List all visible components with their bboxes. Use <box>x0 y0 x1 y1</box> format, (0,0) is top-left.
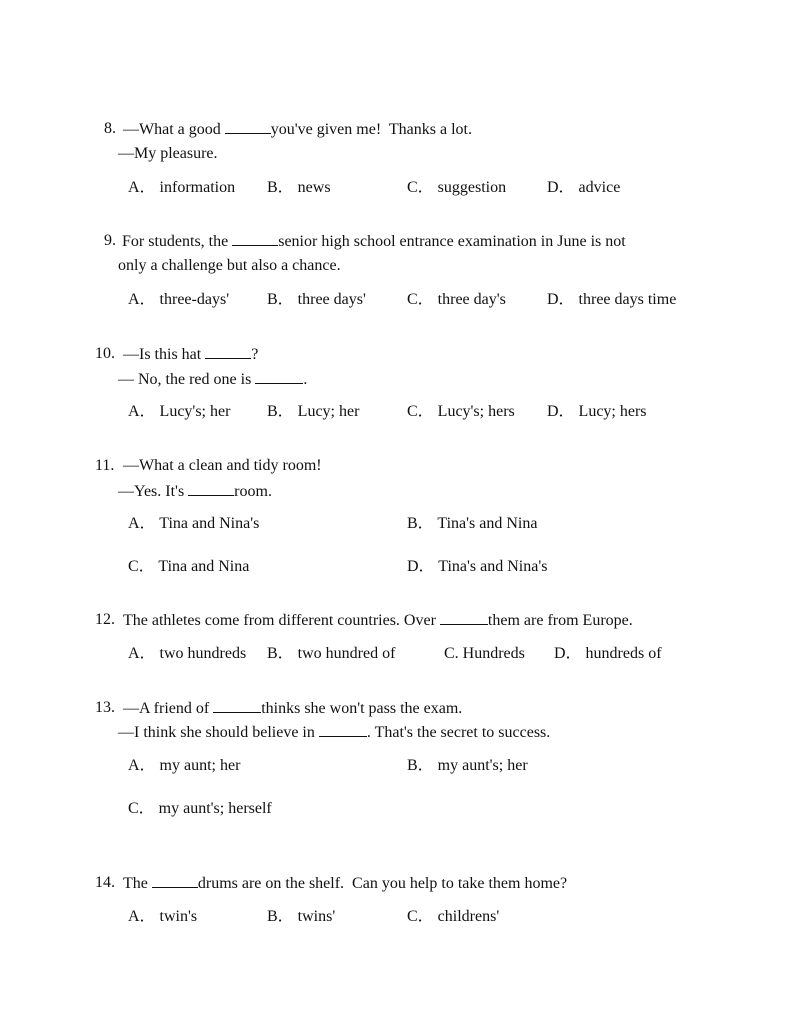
option-a: A． information <box>128 179 236 196</box>
answer-blank <box>152 873 198 888</box>
question-stem-line: The drums are on the shelf. Can you help to take them home? <box>123 875 568 892</box>
option-a: A． Lucy's; her <box>128 403 231 420</box>
question-number: 11. <box>95 457 115 474</box>
question-stem-line: —What a clean and tidy room! <box>123 457 322 474</box>
question-stem-line: only a challenge but also a chance. <box>118 257 341 274</box>
option-b: B． Lucy; her <box>267 403 360 420</box>
option-b: B． three days' <box>267 291 366 308</box>
question-stem-line: For students, the senior high school entrance examination in June is not <box>122 233 626 250</box>
question-stem-line: — No, the red one is . <box>118 371 308 388</box>
question-number: 8. <box>104 120 116 137</box>
option-c: C. Hundreds <box>444 645 525 662</box>
option-d: D． Lucy; hers <box>547 403 647 420</box>
question-stem-line: —My pleasure. <box>118 145 218 162</box>
answer-blank <box>225 119 271 134</box>
answer-blank <box>232 231 278 246</box>
option-c: C． suggestion <box>407 179 507 196</box>
option-c: C． childrens' <box>407 908 500 925</box>
option-d: D． three days time <box>547 291 677 308</box>
question-stem-line: —Yes. It's room. <box>118 483 272 500</box>
question-stem-line: —Is this hat ? <box>123 346 259 363</box>
option-c: C． Tina and Nina <box>128 558 250 575</box>
option-b: B． news <box>267 179 331 196</box>
option-a: A． Tina and Nina's <box>128 515 260 532</box>
option-c: C． Lucy's; hers <box>407 403 515 420</box>
answer-blank <box>188 481 234 496</box>
answer-blank <box>319 722 367 737</box>
option-b: B． my aunt's; her <box>407 757 528 774</box>
answer-blank <box>205 344 251 359</box>
option-b: B． two hundred of <box>267 645 396 662</box>
option-d: D． Tina's and Nina's <box>407 558 548 575</box>
question-number: 9. <box>104 232 116 249</box>
question-stem-line: —I think she should believe in . That's the secret to success. <box>118 724 551 741</box>
question-number: 13. <box>95 699 115 716</box>
question-stem-line: —A friend of thinks she won't pass the exam. <box>123 700 463 717</box>
option-a: A． two hundreds <box>128 645 247 662</box>
option-b: B． twins' <box>267 908 336 925</box>
question-stem-line: —What a good you've given me! Thanks a lot. <box>123 121 472 138</box>
option-a: A． twin's <box>128 908 198 925</box>
option-d: D． advice <box>547 179 621 196</box>
option-d: D． hundreds of <box>554 645 662 662</box>
question-number: 12. <box>95 611 115 628</box>
question-number: 14. <box>95 874 115 891</box>
question-stem-line: The athletes come from different countries. Over them are from Europe. <box>123 612 633 629</box>
option-b: B． Tina's and Nina <box>407 515 538 532</box>
answer-blank <box>213 698 261 713</box>
option-c: C． my aunt's; herself <box>128 800 272 817</box>
option-a: A． my aunt; her <box>128 757 241 774</box>
answer-blank <box>440 610 488 625</box>
option-c: C． three day's <box>407 291 506 308</box>
option-a: A． three-days' <box>128 291 230 308</box>
question-number: 10. <box>95 345 115 362</box>
answer-blank <box>255 369 303 384</box>
